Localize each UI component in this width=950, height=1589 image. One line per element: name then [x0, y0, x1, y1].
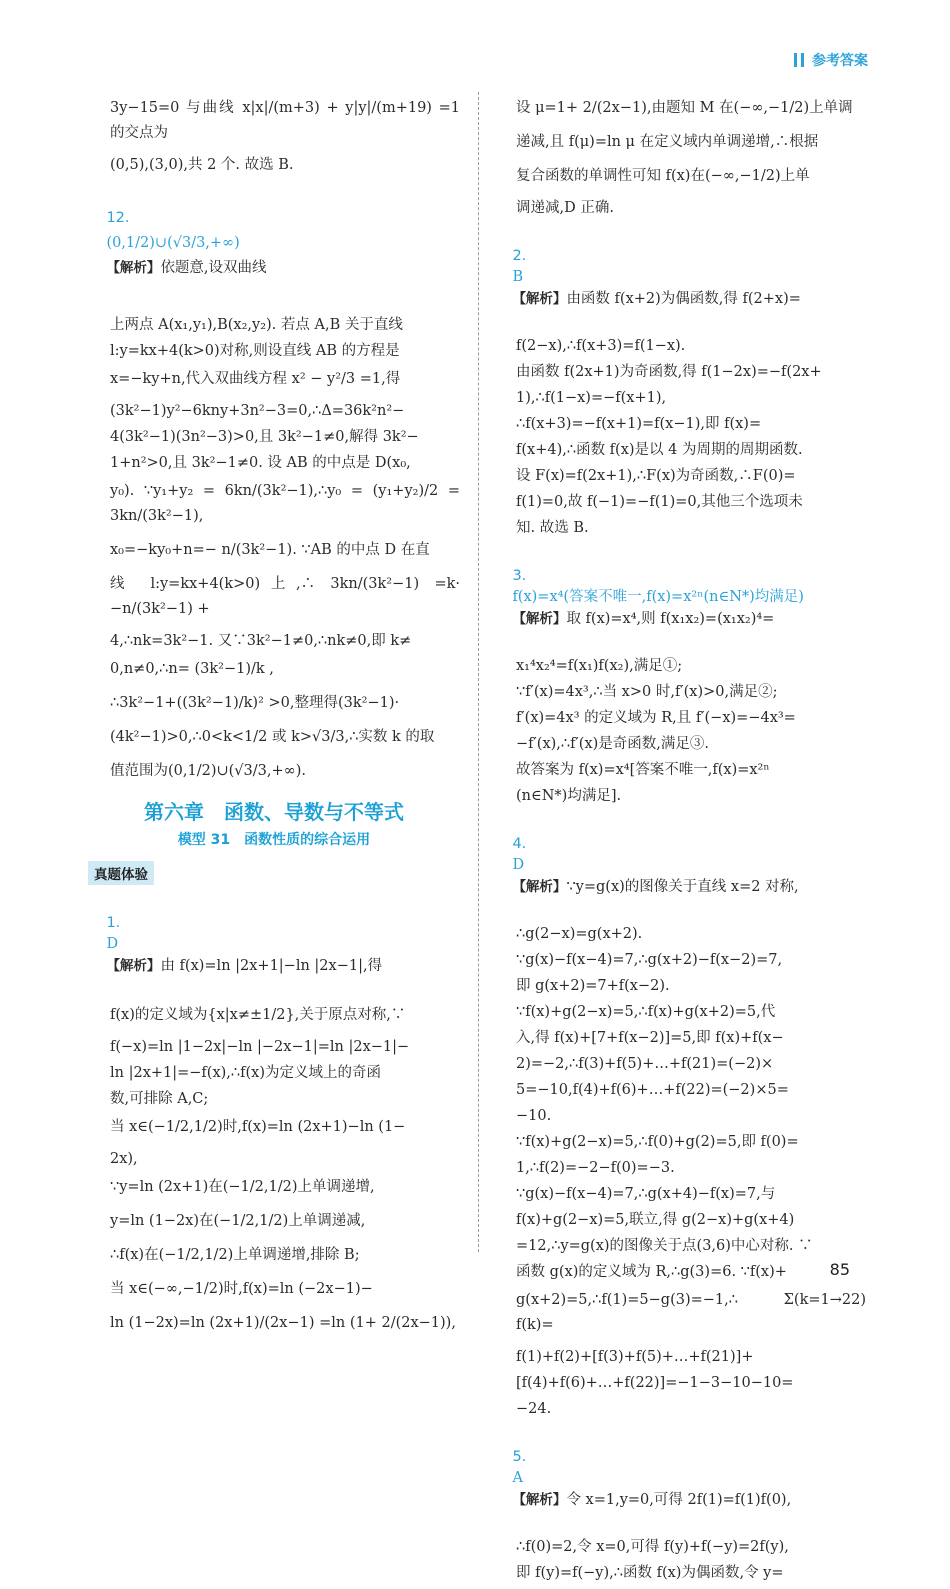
text-line: 知. 故选 B.	[516, 520, 589, 536]
text-line: ∵y=g(x)的图像关于直线 x=2 对称,	[566, 878, 799, 895]
text-line: 令 x=1,y=0,可得 2f(1)=f(1)f(0),	[566, 1491, 792, 1508]
text-line: 线 l:y=kx+4(k>0)上,∴ 3kn/(3k²−1) =k· −n/(3k²−1) +	[110, 576, 465, 617]
analysis-tag: 【解析】	[106, 260, 161, 276]
text-line: ∴f(x+3)=−f(x+1)=f(x−1),即 f(x)=	[516, 416, 762, 432]
text-line: 设 F(x)=f(2x+1),∴F(x)为奇函数,∴F(0)=	[516, 468, 796, 484]
text-line: f(x)+g(2−x)=5,联立,得 g(2−x)+g(x+4)	[516, 1212, 795, 1228]
text-line: ln |2x+1|=−f(x),∴f(x)为定义域上的奇函	[110, 1065, 381, 1081]
model-title: 模型 31 函数性质的综合运用	[177, 832, 371, 848]
text-line: ∵f(x)+g(2−x)=5,∴f(0)+g(2)=5,即 f(0)=	[516, 1134, 799, 1150]
question-number: 3.	[512, 567, 527, 584]
text-line: ∴g(2−x)=g(x+2).	[516, 926, 643, 942]
text-line: f(−x)=ln |1−2x|−ln |−2x−1|=ln |2x−1|−	[110, 1039, 410, 1055]
text-line: 2x),	[110, 1151, 138, 1167]
analysis-tag: 【解析】	[106, 957, 161, 974]
text-line: 数,可排除 A,C;	[110, 1091, 209, 1107]
text-line: 5=−10,f(4)+f(6)+…+f(22)=(−2)×5=	[516, 1082, 789, 1098]
text-line: 2)=−2,∴f(3)+f(5)+…+f(21)=(−2)×	[516, 1056, 774, 1072]
right-column	[494, 96, 871, 1589]
text-line: 0,n≠0,∴n= (3k²−1)/k ,	[110, 661, 274, 677]
column-divider	[478, 92, 479, 1252]
text-line: 调递减,D 正确.	[516, 200, 614, 216]
question-3	[494, 544, 866, 652]
text-line: x=−ky+n,代入双曲线方程 x² − y²/3 =1,得	[110, 371, 401, 387]
text-line: 递减,且 f(μ)=ln μ 在定义域内单调递增,∴根据	[516, 134, 819, 150]
analysis-tag: 【解析】	[512, 290, 567, 307]
text-line: (0,5),(3,0),共 2 个. 故选 B.	[110, 157, 294, 173]
text-line: 复合函数的单调性可知 f(x)在(−∞,−1/2)上单	[516, 168, 810, 184]
analysis-tag: 【解析】	[512, 610, 567, 627]
text-line: x₁⁴x₂⁴=f(x₁)f(x₂),满足①;	[516, 658, 683, 674]
text-line: f(x+4),∴函数 f(x)是以 4 为周期的周期函数.	[516, 442, 803, 458]
question-answer: A	[512, 1470, 523, 1486]
text-line: 依题意,设双曲线	[160, 260, 267, 276]
text-line: −24.	[516, 1401, 552, 1417]
question-answer: (0,1/2)∪(√3/3,+∞)	[106, 235, 240, 251]
text-line: (4k²−1)>0,∴0<k<1/2 或 k>√3/3,∴实数 k 的取	[110, 729, 435, 745]
question-1	[88, 891, 460, 999]
text-line: 由函数 f(x+2)为偶函数,得 f(2+x)=	[566, 290, 801, 307]
left-column	[88, 96, 465, 1345]
text-line: ∴f(0)=2,令 x=0,可得 f(y)+f(−y)=2f(y),	[516, 1539, 789, 1555]
text-line: ∵g(x)−f(x−4)=7,∴g(x+2)−f(x−2)=7,	[516, 952, 783, 968]
text-line: x₀=−ky₀+n=− n/(3k²−1). ∵AB 的中点 D 在直	[110, 542, 430, 558]
text-line: f(2−x),∴f(x+3)=f(1−x).	[516, 338, 686, 354]
chapter-title: 第六章 函数、导数与不等式	[144, 800, 404, 824]
question-answer: D	[512, 857, 525, 873]
text-line: f′(x)=4x³ 的定义域为 R,且 f′(−x)=−4x³=	[516, 710, 796, 726]
text-line: 3y−15=0 与曲线 x|x|/(m+3) + y|y|/(m+19) =1 的交点为	[110, 100, 465, 141]
page-number: 85	[829, 1260, 850, 1279]
text-line: 即 g(x+2)=7+f(x−2).	[516, 978, 670, 994]
text-line: 1),∴f(1−x)=−f(x+1),	[516, 390, 667, 406]
question-answer: B	[512, 269, 524, 285]
question-5	[494, 1425, 866, 1533]
text-line: =12,∴y=g(x)的图像关于点(3,6)中心对称. ∵	[516, 1238, 813, 1254]
text-line: 4(3k²−1)(3n²−3)>0,且 3k²−1≠0,解得 3k²−	[110, 429, 419, 445]
text-line: −f′(x),∴f′(x)是奇函数,满足③.	[516, 736, 710, 752]
text-line: 由 f(x)=ln |2x+1|−ln |2x−1|,得	[160, 957, 383, 974]
text-line: [f(4)+f(6)+…+f(22)]=−1−3−10−10=	[516, 1375, 794, 1391]
text-line: g(x+2)=5,∴f(1)=5−g(3)=−1,∴ Σ(k=1→22) f(k)=	[516, 1292, 871, 1333]
text-line: ∵f′(x)=4x³,∴当 x>0 时,f′(x)>0,满足②;	[516, 684, 778, 700]
text-line: (3k²−1)y²−6kny+3n²−3=0,∴Δ=36k²n²−	[110, 403, 405, 419]
question-number: 4.	[512, 835, 527, 852]
text-line: 函数 g(x)的定义域为 R,∴g(3)=6. ∵f(x)+	[516, 1264, 787, 1280]
text-line: 由函数 f(2x+1)为奇函数,得 f(1−2x)=−f(2x+	[516, 364, 822, 380]
text-line: 即 f(y)=f(−y),∴函数 f(x)为偶函数,令 y=	[516, 1565, 784, 1581]
text-line: y=ln (1−2x)在(−1/2,1/2)上单调递减,	[110, 1213, 366, 1229]
text-line: y₀). ∵y₁+y₂ = 6kn/(3k²−1),∴y₀ = (y₁+y₂)/2 = 3kn/(3k²−1),	[110, 483, 465, 524]
question-answer: f(x)=x⁴(答案不唯一,f(x)=x²ⁿ(n∈N*)均满足)	[512, 589, 804, 605]
text-line: f(1)+f(2)+[f(3)+f(5)+…+f(21)]+	[516, 1349, 754, 1365]
text-line: ∵g(x)−f(x−4)=7,∴g(x+4)−f(x)=7,与	[516, 1186, 776, 1202]
text-line: l:y=kx+4(k>0)对称,则设直线 AB 的方程是	[110, 343, 400, 359]
question-12	[88, 181, 460, 306]
text-line: 故答案为 f(x)=x⁴[答案不唯一,f(x)=x²ⁿ	[516, 762, 770, 778]
question-answer: D	[106, 936, 119, 952]
question-number: 12.	[106, 210, 130, 226]
question-number: 1.	[106, 914, 121, 931]
analysis-tag: 【解析】	[512, 878, 567, 895]
text-line: 值范围为(0,1/2)∪(√3/3,+∞).	[110, 763, 306, 779]
question-2	[494, 224, 866, 332]
text-line: 当 x∈(−∞,−1/2)时,f(x)=ln (−2x−1)−	[110, 1281, 373, 1297]
section-badge: 真题体验	[88, 861, 154, 885]
header-bars-icon	[794, 53, 804, 67]
text-line: ∴3k²−1+((3k²−1)/k)² >0,整理得(3k²−1)·	[110, 695, 400, 711]
question-number: 2.	[512, 247, 527, 264]
text-line: 上两点 A(x₁,y₁),B(x₂,y₂). 若点 A,B 关于直线	[110, 317, 403, 333]
text-line: ln (1−2x)=ln (2x+1)/(2x−1) =ln (1+ 2/(2x−1)),	[110, 1315, 456, 1331]
text-line: 入,得 f(x)+[7+f(x−2)]=5,即 f(x)+f(x−	[516, 1030, 784, 1046]
text-line: ∴f(x)在(−1/2,1/2)上单调递增,排除 B;	[110, 1247, 360, 1263]
text-line: 1+n²>0,且 3k²−1≠0. 设 AB 的中点是 D(x₀,	[110, 455, 411, 471]
text-line: f(1)=0,故 f(−1)=−f(1)=0,其他三个选项未	[516, 494, 803, 510]
text-line: 取 f(x)=x⁴,则 f(x₁x₂)=(x₁x₂)⁴=	[566, 610, 775, 627]
question-number: 5.	[512, 1448, 527, 1465]
text-line: ∵f(x)+g(2−x)=5,∴f(x)+g(x+2)=5,代	[516, 1004, 776, 1020]
header-label: 参考答案	[812, 53, 868, 69]
section-header	[794, 50, 868, 70]
text-line: ∵y=ln (2x+1)在(−1/2,1/2)上单调递增,	[110, 1179, 375, 1195]
text-line: 4,∴nk=3k²−1. 又∵3k²−1≠0,∴nk≠0,即 k≠	[110, 633, 412, 649]
analysis-tag: 【解析】	[512, 1491, 567, 1508]
question-4	[494, 812, 866, 920]
text-line: (n∈N*)均满足].	[516, 788, 622, 804]
text-line: 设 μ=1+ 2/(2x−1),由题知 M 在(−∞,−1/2)上单调	[516, 100, 853, 116]
text-line: 当 x∈(−1/2,1/2)时,f(x)=ln (2x+1)−ln (1−	[110, 1119, 406, 1135]
text-line: 1,∴f(2)=−2−f(0)=−3.	[516, 1160, 675, 1176]
text-line: −10.	[516, 1108, 552, 1124]
text-line: f(x)的定义域为{x|x≠±1/2},关于原点对称,∵	[110, 1007, 406, 1023]
